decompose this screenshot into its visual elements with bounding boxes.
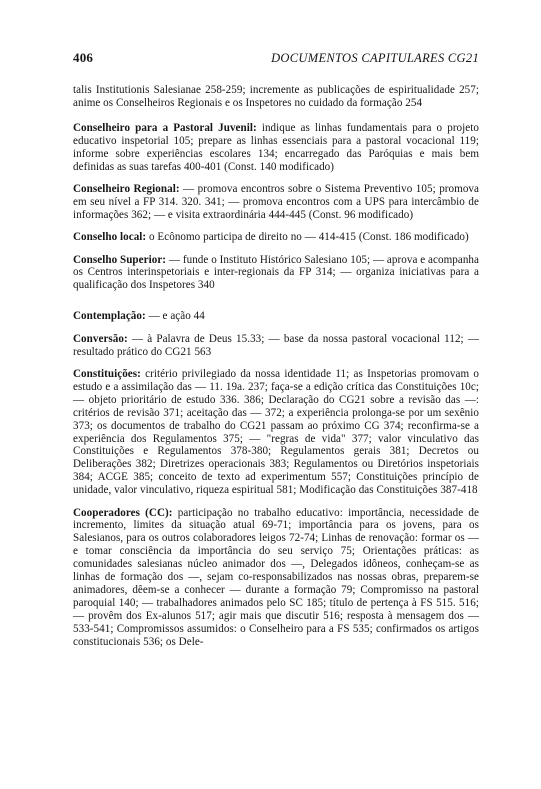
entry-head: Contemplação: (73, 310, 146, 323)
entry-text: critério privilegiado da nossa identidade 11; as Inspetorias promovam o estudo e a assimilação das — 11. 19a. 237; faça-se a edição crítica das Constituições 10c; — objeto prioritário de estudo 336. 386; Declaração do CG21 sobre a revisão das —: critérios de revisão 371; aceitação das — 372; a experiência prolonga-se por um sexênio 373; os documentos de trabalho do CG21 passam ao próximo CG 374; reconfirma-se a experiência dos Regulamentos 375; — "regras de vida" 377; valor vinculativo das Constituições e Regulamentos 378-380; Regulamentos gerais 381; Decretos ou Deliberações 382; Diretrizes operacionais 383; Regulamentos ou Diretórios inspetoriais 384; ACGE 385; conceito de texto ad experimentum 557; Constituições princípio de unidade, valor vinculativo, riqueza espiritual 581; Modificação das Constituições 387-418 (73, 368, 479, 497)
entry-text: — e ação 44 (145, 310, 205, 323)
index-entry-conversao (73, 333, 479, 359)
entry-text: talis Institutionis Salesianae 258-259; incremente as publicações de espiritualidade 257; anime os Conselheiros Regionais e os Inspetores no cuidado da formação 254 (73, 84, 479, 109)
entry-text: participação no trabalho educativo: importância, necessidade de incremento, limites da situação atual 69-71; importância para os jovens, para os Salesianos, para os outros colaboradores leigos 72-74; Linhas de renovação: formar os — e tomar consciência da importância do seu serviço 75; Orientações práticas: as comunidades salesianas núcleo animador dos —, Delegados idôneos, conheçam-se as linhas de formação dos —, sejam co-responsabilizados nas nossas obras, preparem-se animadores, dêem-se a conhecer — durante a formação 79; Compromisso na pastoral paroquial 140; — trabalhadores animados pelo SC 185; título de pertença à FS 515. 516; — provêm dos Ex-alunos 517; agir mais que discutir 516; resposta à mensagem dos — 533-541; Compromissos assumidos: o Conselheiro para a FS 535; confirmados os artigos constitucionais 536; os Dele- (73, 506, 479, 648)
entry-head: Cooperadores (CC): (73, 506, 173, 519)
entry-head: Conselho local: (73, 231, 147, 244)
page-number: 406 (73, 50, 94, 65)
page-header (73, 50, 479, 68)
entry-head: Conselheiro para a Pastoral Juvenil: (73, 121, 257, 134)
index-entry-cooperadores (73, 507, 479, 649)
entry-text: — funde o Instituto Histórico Salesiano 105; — aprova e acompanha os Centros interinspetoriais e inter-regionais da FP 314; — organiza iniciativas para a qualificação dos Inspetores 340 (73, 253, 480, 292)
index-entry-conselho-local (73, 231, 479, 244)
entry-text: indique as linhas fundamentais para o projeto educativo inspetorial 105; prepare as linhas essenciais para a pastoral vocacional 119; informe sobre experiências escolares 134; encarregado das Paróquias e mais bem definidas as suas tarefas 400-401 (Const. 140 modificado) (73, 121, 479, 173)
index-entry-conselheiro-pastoral-juvenil (73, 122, 479, 174)
index-entry-continuation (73, 84, 479, 110)
entry-head: Conversão: (73, 332, 128, 345)
entry-head: Constituições: (73, 368, 141, 380)
index-entry-constituicoes (73, 368, 479, 497)
document-page (73, 50, 479, 658)
entry-head: Conselheiro Regional: (73, 182, 180, 195)
entry-text: — à Palavra de Deus 15.33; — base da nossa pastoral vocacional 112; — resultado prático do CG21 563 (73, 332, 479, 358)
running-title: DOCUMENTOS CAPITULARES CG21 (271, 51, 479, 65)
entry-text: — promova encontros sobre o Sistema Preventivo 105; promova em seu nível a FP 314. 320. 341; — promova encontros com a UPS para intercâmbio de informações 362; — e visita extraordinária 444-445 (Const. 96 modificado) (73, 182, 479, 221)
entry-text: o Ecônomo participa de direito no — 414-415 (Const. 186 modificado) (146, 231, 469, 244)
index-entry-conselho-superior (73, 254, 479, 293)
entry-head: Conselho Superior: (73, 253, 167, 266)
index-entry-conselheiro-regional (73, 183, 479, 222)
index-entry-contemplacao (73, 310, 479, 323)
